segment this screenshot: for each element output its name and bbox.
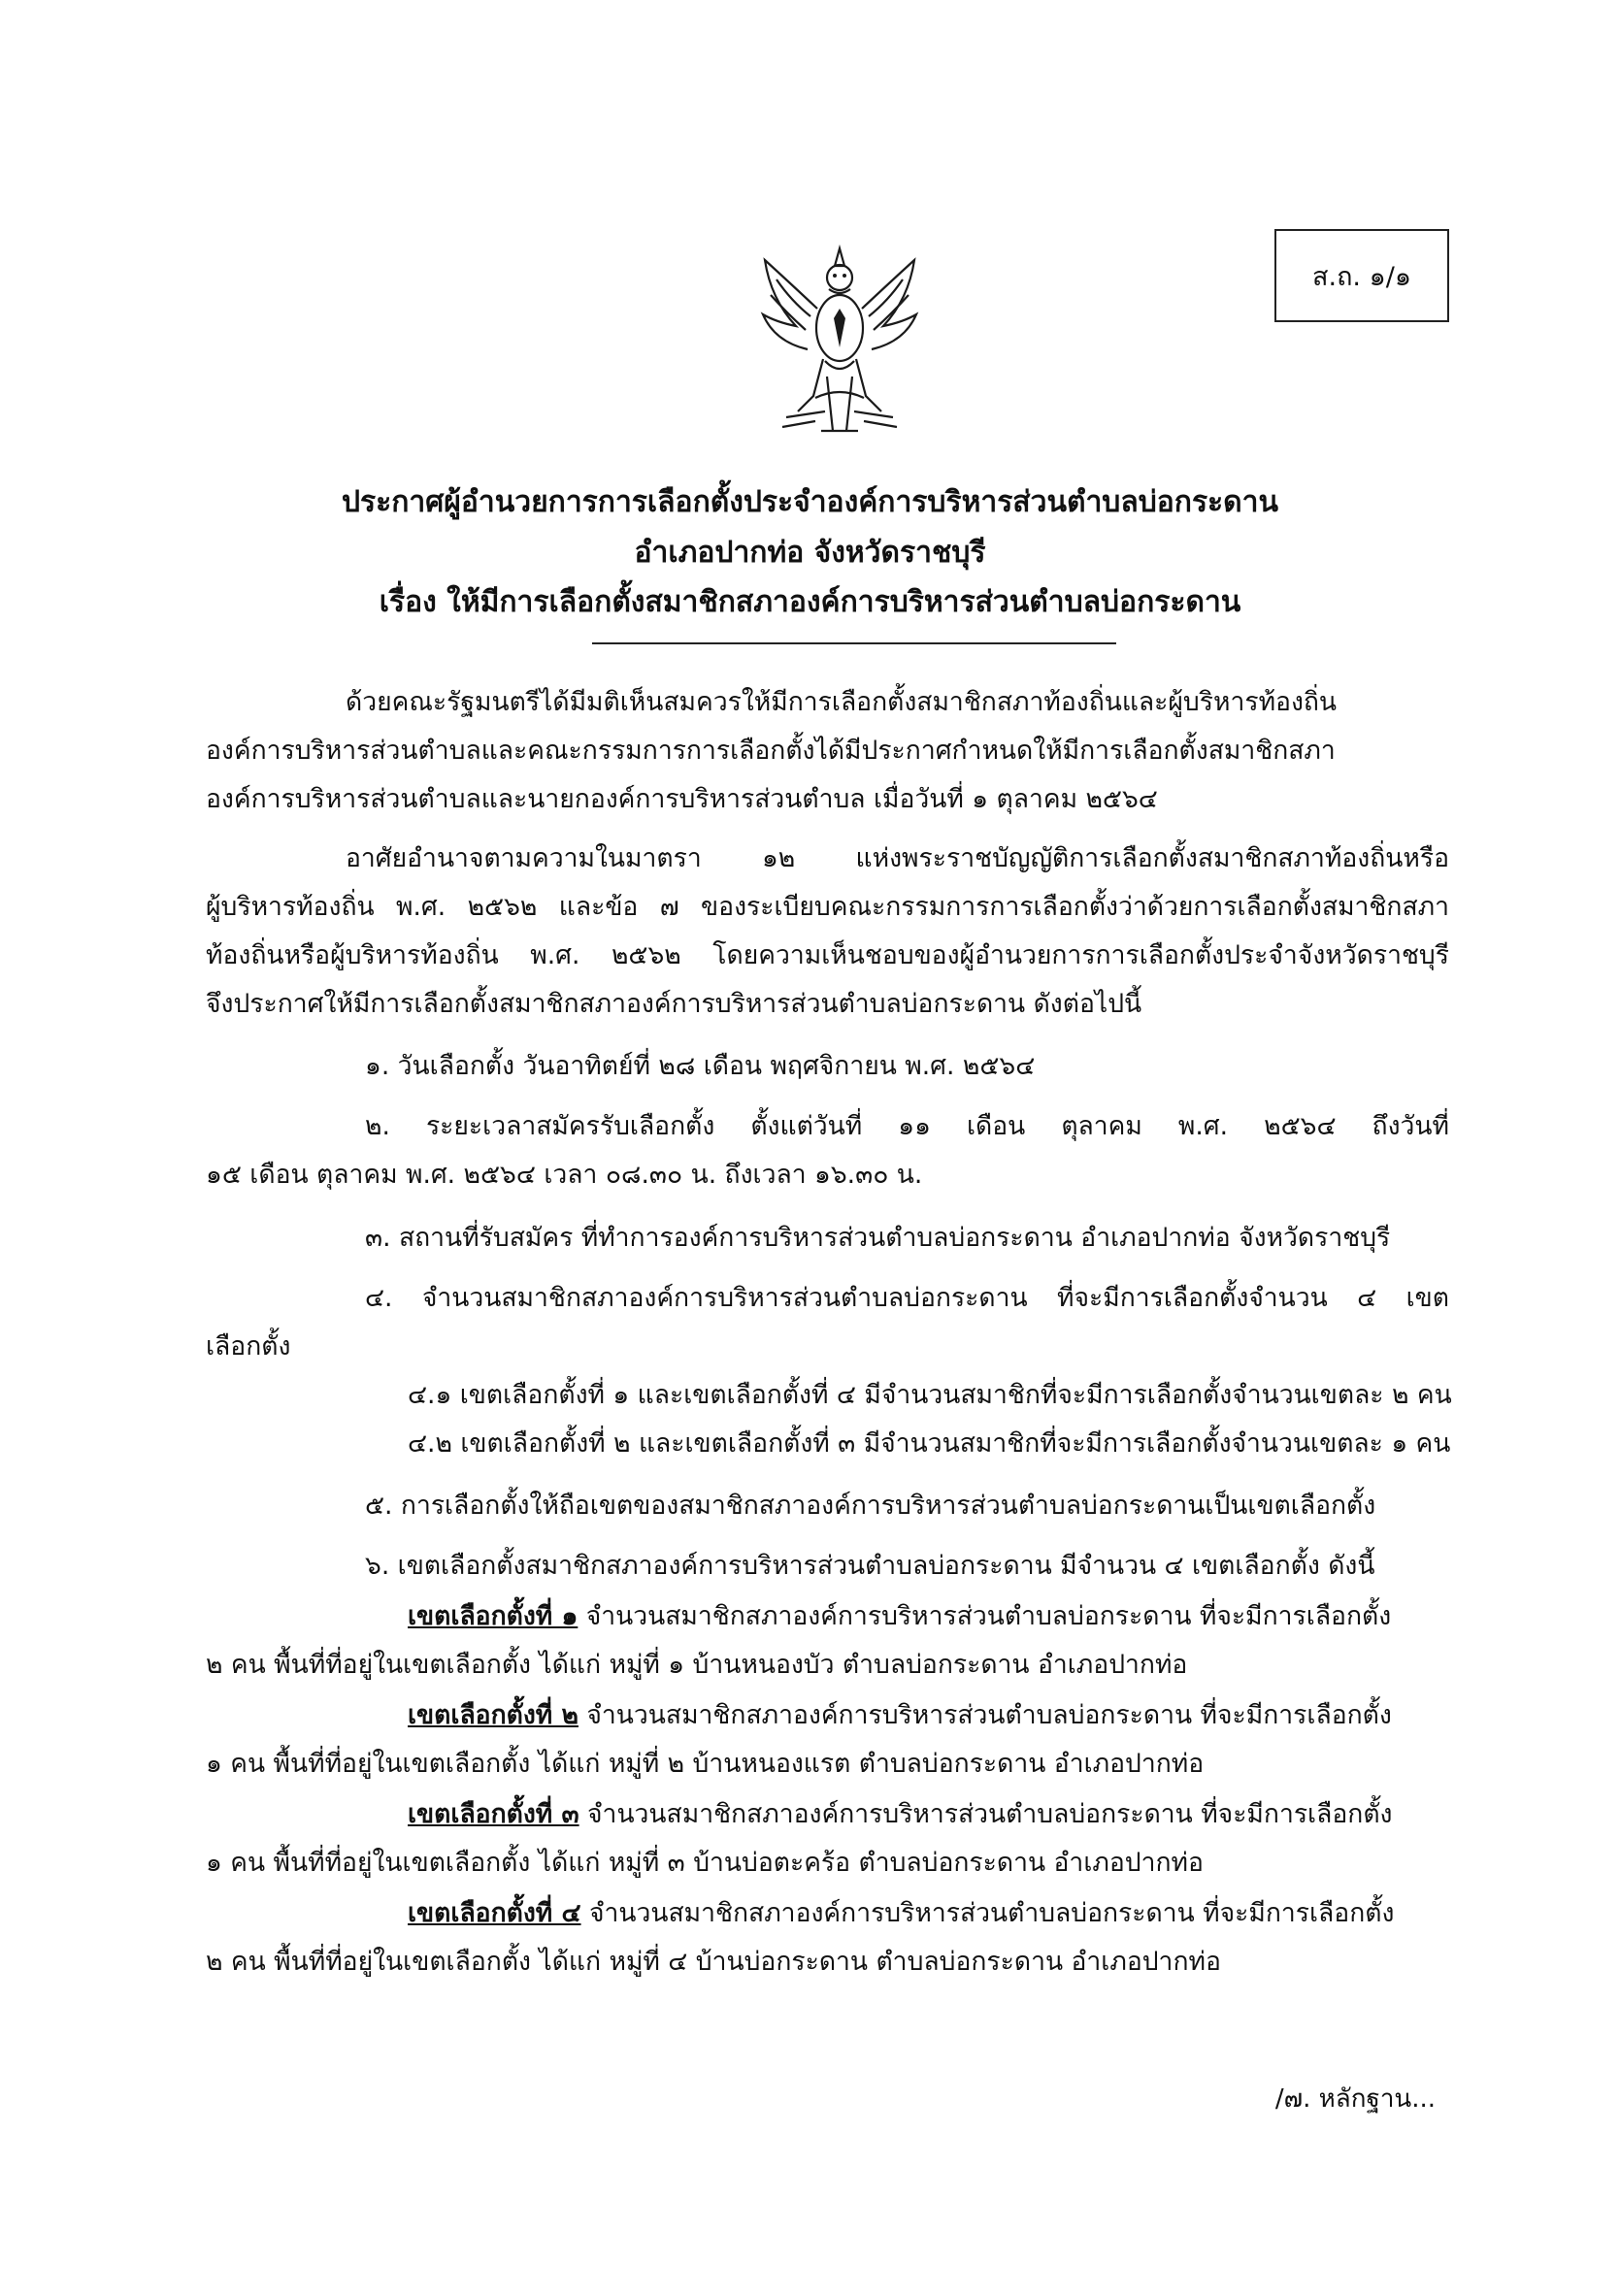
item-6: ๖. เขตเลือกตั้งสมาชิกสภาองค์การบริหารส่วนตำบลบ่อกระดาน มีจำนวน ๔ เขตเลือกตั้ง ดังนี้ bbox=[365, 1551, 1375, 1581]
item-3-venue: ๓. สถานที่รับสมัคร ที่ทำการองค์การบริหารส่วนตำบลบ่อกระดาน อำเภอปากท่อ จังหวัดราชบุรี bbox=[365, 1223, 1391, 1253]
district-1-label: เขตเลือกตั้งที่ ๑ bbox=[408, 1601, 579, 1631]
item-5: ๕. การเลือกตั้งให้ถือเขตของสมาชิกสภาองค์การบริหารส่วนตำบลบ่อกระดานเป็นเขตเลือกตั้ง bbox=[365, 1491, 1376, 1521]
district-2-label: เขตเลือกตั้งที่ ๒ bbox=[408, 1700, 579, 1730]
garuda-emblem-icon bbox=[757, 241, 922, 444]
authority-line-4: จึงประกาศให้มีการเลือกตั้งสมาชิกสภาองค์การบริหารส่วนตำบลบ่อกระดาน ดังต่อไปนี้ bbox=[206, 989, 1142, 1019]
district-3-label: เขตเลือกตั้งที่ ๓ bbox=[408, 1799, 579, 1829]
continuation-footer: /๗. หลักฐาน... bbox=[1274, 2084, 1436, 2114]
item-4-count-line-1: ๔. จำนวนสมาชิกสภาองค์การบริหารส่วนตำบลบ่อกระดาน ที่จะมีการเลือกตั้งจำนวน ๔ เขต bbox=[365, 1283, 1449, 1313]
district-4-text: จำนวนสมาชิกสภาองค์การบริหารส่วนตำบลบ่อกระดาน ที่จะมีการเลือกตั้ง bbox=[580, 1898, 1395, 1928]
authority-line-3: ท้องถิ่นหรือผู้บริหารท้องถิ่น พ.ศ. ๒๕๖๒ โดยความเห็นชอบของผู้อำนวยการการเลือกตั้งประจำจังหวัดราชบุรี bbox=[206, 940, 1449, 970]
district-1-line-1 bbox=[408, 1601, 1391, 1632]
header-subject: เรื่อง ให้มีการเลือกตั้งสมาชิกสภาองค์การบริหารส่วนตำบลบ่อกระดาน bbox=[379, 585, 1241, 619]
district-1-line-2: ๒ คน พื้นที่ที่อยู่ในเขตเลือกตั้ง ได้แก่ หมู่ที่ ๑ บ้านหนองบัว ตำบลบ่อกระดาน อำเภอปากท่อ bbox=[206, 1650, 1188, 1680]
item-1-election-date: ๑. วันเลือกตั้ง วันอาทิตย์ที่ ๒๘ เดือน พฤศจิกายน พ.ศ. ๒๕๖๔ bbox=[365, 1051, 1036, 1081]
intro-line-1: ด้วยคณะรัฐมนตรีได้มีมติเห็นสมควรให้มีการเลือกตั้งสมาชิกสภาท้องถิ่นและผู้บริหารท้องถิ่น bbox=[346, 687, 1338, 717]
form-code-text: ส.ถ. ๑/๑ bbox=[1312, 261, 1411, 292]
district-4-line-1 bbox=[408, 1898, 1394, 1929]
district-2-text: จำนวนสมาชิกสภาองค์การบริหารส่วนตำบลบ่อกระดาน ที่จะมีการเลือกตั้ง bbox=[578, 1700, 1392, 1730]
authority-line-2: ผู้บริหารท้องถิ่น พ.ศ. ๒๕๖๒ และข้อ ๗ ของระเบียบคณะกรรมการการเลือกตั้งว่าด้วยการเลือกตั้งสมาชิกสภา bbox=[206, 892, 1449, 922]
item-4-count-line-2: เลือกตั้ง bbox=[206, 1331, 291, 1361]
item-4-2: ๔.๒ เขตเลือกตั้งที่ ๒ และเขตเลือกตั้งที่ ๓ มีจำนวนสมาชิกที่จะมีการเลือกตั้งจำนวนเขตละ ๑ คน bbox=[408, 1428, 1451, 1459]
district-2-line-1 bbox=[408, 1700, 1392, 1731]
district-3-text: จำนวนสมาชิกสภาองค์การบริหารส่วนตำบลบ่อกระดาน ที่จะมีการเลือกตั้ง bbox=[579, 1799, 1393, 1829]
district-4-line-2: ๒ คน พื้นที่ที่อยู่ในเขตเลือกตั้ง ได้แก่ หมู่ที่ ๔ บ้านบ่อกระดาน ตำบลบ่อกระดาน อำเภอปากท่อ bbox=[206, 1947, 1221, 1977]
intro-line-2: องค์การบริหารส่วนตำบลและคณะกรรมการการเลือกตั้งได้มีประกาศกำหนดให้มีการเลือกตั้งสมาชิกสภา bbox=[206, 736, 1336, 766]
intro-line-3: องค์การบริหารส่วนตำบลและนายกองค์การบริหารส่วนตำบล เมื่อวันที่ ๑ ตุลาคม ๒๕๖๔ bbox=[206, 784, 1158, 814]
header-rule bbox=[592, 642, 1116, 644]
header-line-2: อำเภอปากท่อ จังหวัดราชบุรี bbox=[634, 536, 986, 570]
authority-line-1: อาศัยอำนาจตามความในมาตรา ๑๒ แห่งพระราชบัญญัติการเลือกตั้งสมาชิกสภาท้องถิ่นหรือ bbox=[346, 843, 1449, 873]
district-1-text: จำนวนสมาชิกสภาองค์การบริหารส่วนตำบลบ่อกระดาน ที่จะมีการเลือกตั้ง bbox=[578, 1601, 1392, 1631]
header-line-1: ประกาศผู้อำนวยการการเลือกตั้งประจำองค์การบริหารส่วนตำบลบ่อกระดาน bbox=[341, 485, 1279, 519]
form-code-box bbox=[1274, 229, 1449, 322]
district-2-line-2: ๑ คน พื้นที่ที่อยู่ในเขตเลือกตั้ง ได้แก่ หมู่ที่ ๒ บ้านหนองแรต ตำบลบ่อกระดาน อำเภอปากท่อ bbox=[206, 1749, 1205, 1779]
item-2-period-line-2: ๑๕ เดือน ตุลาคม พ.ศ. ๒๕๖๔ เวลา ๐๘.๓๐ น. ถึงเวลา ๑๖.๓๐ น. bbox=[206, 1160, 923, 1190]
district-4-label: เขตเลือกตั้งที่ ๔ bbox=[408, 1898, 581, 1928]
item-2-period-line-1: ๒. ระยะเวลาสมัครรับเลือกตั้ง ตั้งแต่วันที่ ๑๑ เดือน ตุลาคม พ.ศ. ๒๕๖๔ ถึงวันที่ bbox=[365, 1111, 1449, 1141]
district-3-line-2: ๑ คน พื้นที่ที่อยู่ในเขตเลือกตั้ง ได้แก่ หมู่ที่ ๓ บ้านบ่อตะคร้อ ตำบลบ่อกระดาน อำเภอปากท่อ bbox=[206, 1848, 1204, 1878]
district-3-line-1 bbox=[408, 1799, 1392, 1830]
item-4-1: ๔.๑ เขตเลือกตั้งที่ ๑ และเขตเลือกตั้งที่ ๔ มีจำนวนสมาชิกที่จะมีการเลือกตั้งจำนวนเขตละ ๒ คน bbox=[408, 1380, 1452, 1410]
